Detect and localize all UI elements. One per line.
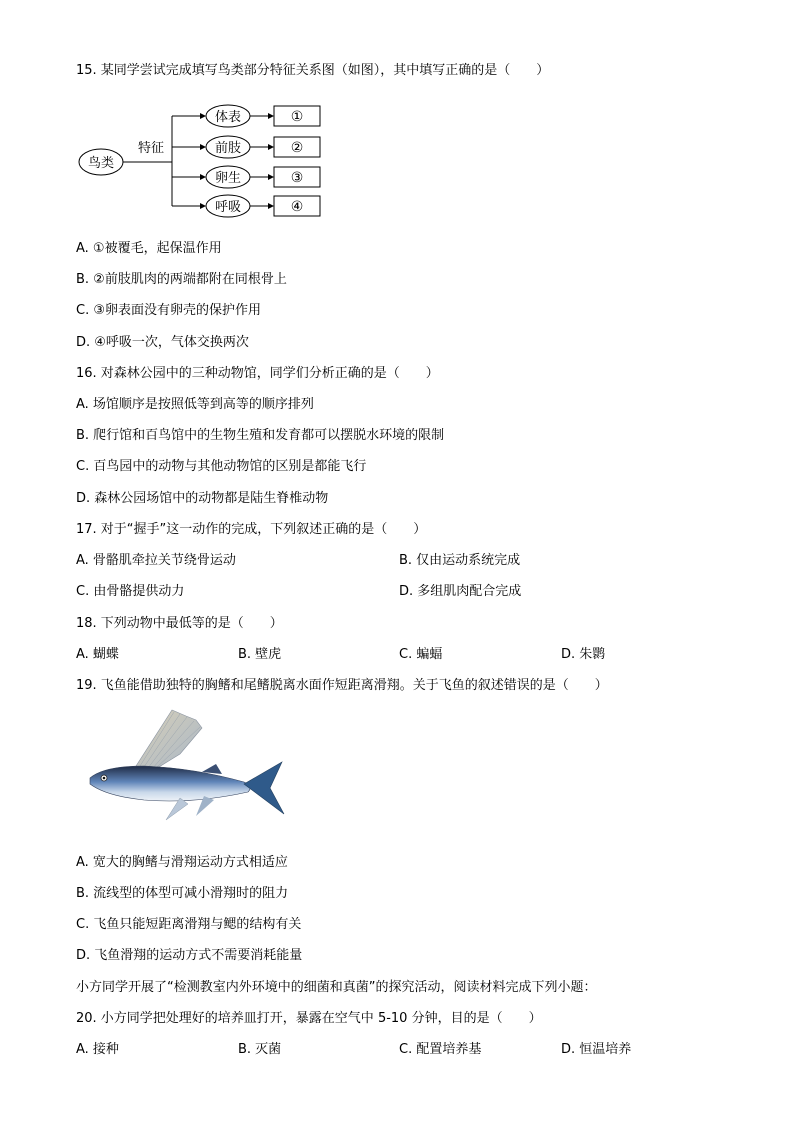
q16-option-d: D. 森林公园场馆中的动物都是陆生脊椎动物 bbox=[76, 491, 329, 506]
root-label: 鸟类 bbox=[87, 156, 115, 171]
q19-option-d: D. 飞鱼滑翔的运动方式不需要消耗能量 bbox=[76, 948, 303, 963]
q17-option-b: B. 仅由运动系统完成 bbox=[399, 553, 521, 568]
q20-option-d: D. 恒温培养 bbox=[561, 1042, 632, 1057]
q15-option-c: C. ③卵表面没有卵壳的保护作用 bbox=[76, 303, 261, 318]
q16-stem: 16. 对森林公园中的三种动物馆，同学们分析正确的是（ ） bbox=[76, 366, 439, 381]
box-label: ① bbox=[290, 109, 304, 125]
q20-stem: 20. 小方同学把处理好的培养皿打开，暴露在空气中 5-10 分钟，目的是（ ） bbox=[76, 1011, 542, 1026]
branch-2 bbox=[172, 136, 320, 158]
branch-3 bbox=[172, 166, 320, 188]
q16-option-b: B. 爬行馆和百鸟馆中的生物生殖和发育都可以摆脱水环境的限制 bbox=[76, 428, 445, 443]
bird-feature-diagram bbox=[76, 98, 336, 222]
q19-stem: 19. 飞鱼能借助独特的胸鳍和尾鳍脱离水面作短距离滑翔。关于飞鱼的叙述错误的是（ ） bbox=[76, 678, 608, 693]
q20-option-c: C. 配置培养基 bbox=[399, 1042, 482, 1057]
q17-option-a: A. 骨骼肌牵拉关节绕骨运动 bbox=[76, 553, 236, 568]
flying-fish-image bbox=[84, 708, 290, 828]
q15-option-a: A. ①被覆毛，起保温作用 bbox=[76, 241, 222, 256]
material-intro: 小方同学开展了“检测教室内外环境中的细菌和真菌”的探究活动，阅读材料完成下列小题： bbox=[76, 980, 597, 995]
q19-option-a: A. 宽大的胸鳍与滑翔运动方式相适应 bbox=[76, 855, 288, 870]
q17-option-c: C. 由骨骼提供动力 bbox=[76, 584, 185, 599]
q15-option-d: D. ④呼吸一次，气体交换两次 bbox=[76, 335, 249, 350]
box-label: ② bbox=[290, 140, 304, 156]
q18-option-b: B. 壁虎 bbox=[238, 647, 282, 662]
q17-stem: 17. 对于“握手”这一动作的完成，下列叙述正确的是（ ） bbox=[76, 522, 427, 537]
q16-option-a: A. 场馆顺序是按照低等到高等的顺序排列 bbox=[76, 397, 314, 412]
q18-stem: 18. 下列动物中最低等的是（ ） bbox=[76, 616, 283, 631]
q20-option-b: B. 灭菌 bbox=[238, 1042, 282, 1057]
box-label: ③ bbox=[290, 170, 304, 186]
q20-option-a: A. 接种 bbox=[76, 1042, 119, 1057]
edge-label: 特征 bbox=[137, 141, 165, 156]
q19-option-c: C. 飞鱼只能短距离滑翔与鳃的结构有关 bbox=[76, 917, 302, 932]
node-label: 体表 bbox=[214, 110, 242, 125]
branch-4 bbox=[172, 195, 320, 217]
q15-stem: 15. 某同学尝试完成填写鸟类部分特征关系图（如图），其中填写正确的是（ ） bbox=[76, 63, 550, 78]
q16-option-c: C. 百鸟园中的动物与其他动物馆的区别是都能飞行 bbox=[76, 459, 367, 474]
box-label: ④ bbox=[290, 199, 304, 215]
q18-option-c: C. 蝙蝠 bbox=[399, 647, 443, 662]
q19-option-b: B. 流线型的体型可减小滑翔时的阻力 bbox=[76, 886, 289, 901]
branch-1 bbox=[172, 105, 320, 127]
node-label: 呼吸 bbox=[214, 200, 242, 215]
q18-option-a: A. 蝴蝶 bbox=[76, 647, 119, 662]
q17-option-d: D. 多组肌肉配合完成 bbox=[399, 584, 522, 599]
q15-option-b: B. ②前肢肌肉的两端都附在同根骨上 bbox=[76, 272, 287, 287]
q18-option-d: D. 朱鹮 bbox=[561, 647, 606, 662]
node-label: 前肢 bbox=[214, 141, 242, 156]
node-label: 卵生 bbox=[214, 171, 242, 186]
